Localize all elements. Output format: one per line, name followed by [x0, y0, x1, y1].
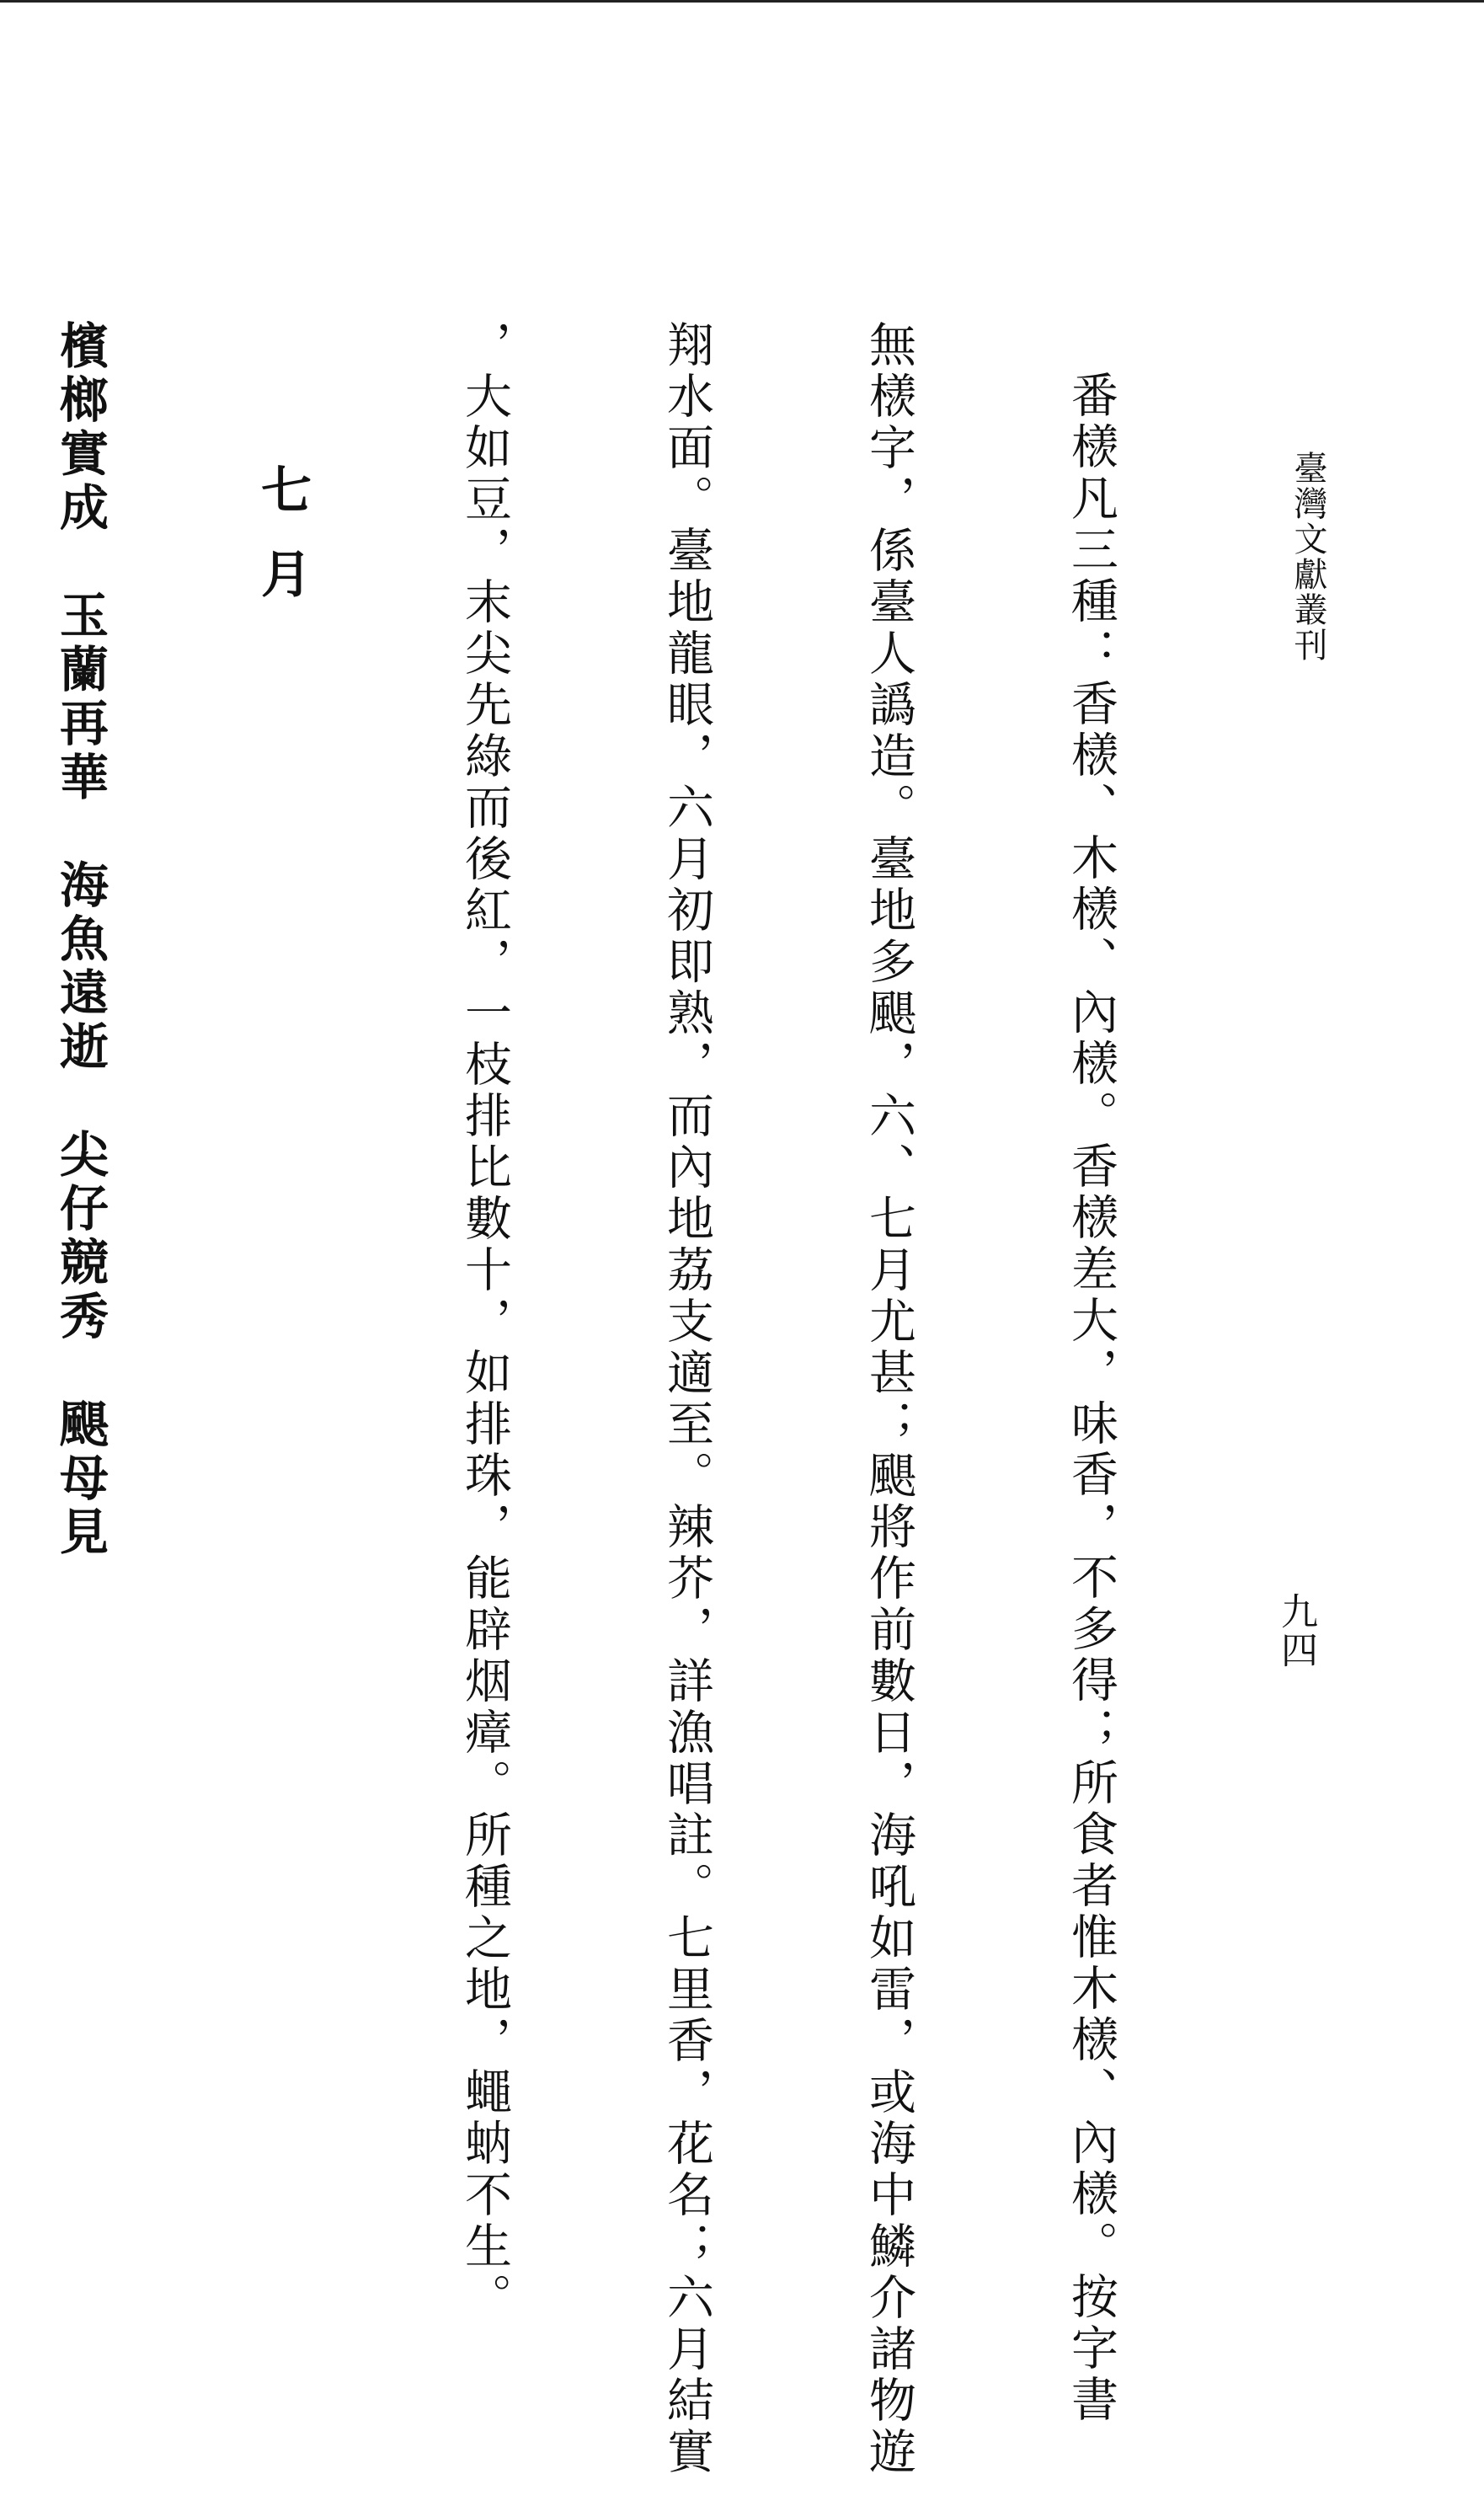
text-column: 番檨凡三種：香檨、木檨、內檨。香檨差大，味香，不多得；所食者惟木檨、內檨。按字書 — [1064, 371, 1118, 2426]
vertical-text-body — [51, 320, 1259, 2478]
month-heading: 七月 — [253, 463, 312, 632]
text-column: 翔水面。臺地龍眼，六月初即熟，而內地荔支適至。辣芥，詳漁唱註。七里香，花名；六月結實 — [659, 320, 714, 2478]
section-heading: 檳榔實成 玉蘭再華 海魚遠逝 尖仔競秀 颶母見 — [51, 320, 109, 1560]
page-number: 九四 — [1274, 1592, 1317, 1670]
text-column: 無檨字，係臺人譌造。臺地多颶，六、七月尤甚；颶將作前數日，海吼如雷，或海中鱗介諸物遊 — [862, 320, 916, 2478]
top-border-rule — [0, 0, 1484, 3]
running-header-title: 臺灣文獻叢刊 — [1289, 451, 1327, 663]
text-column: ，大如豆，末尖先綠而後紅，一枝排比數十，如排珠，能辟烟瘴。所種之地，蠅蚋不生。 — [457, 320, 512, 2324]
